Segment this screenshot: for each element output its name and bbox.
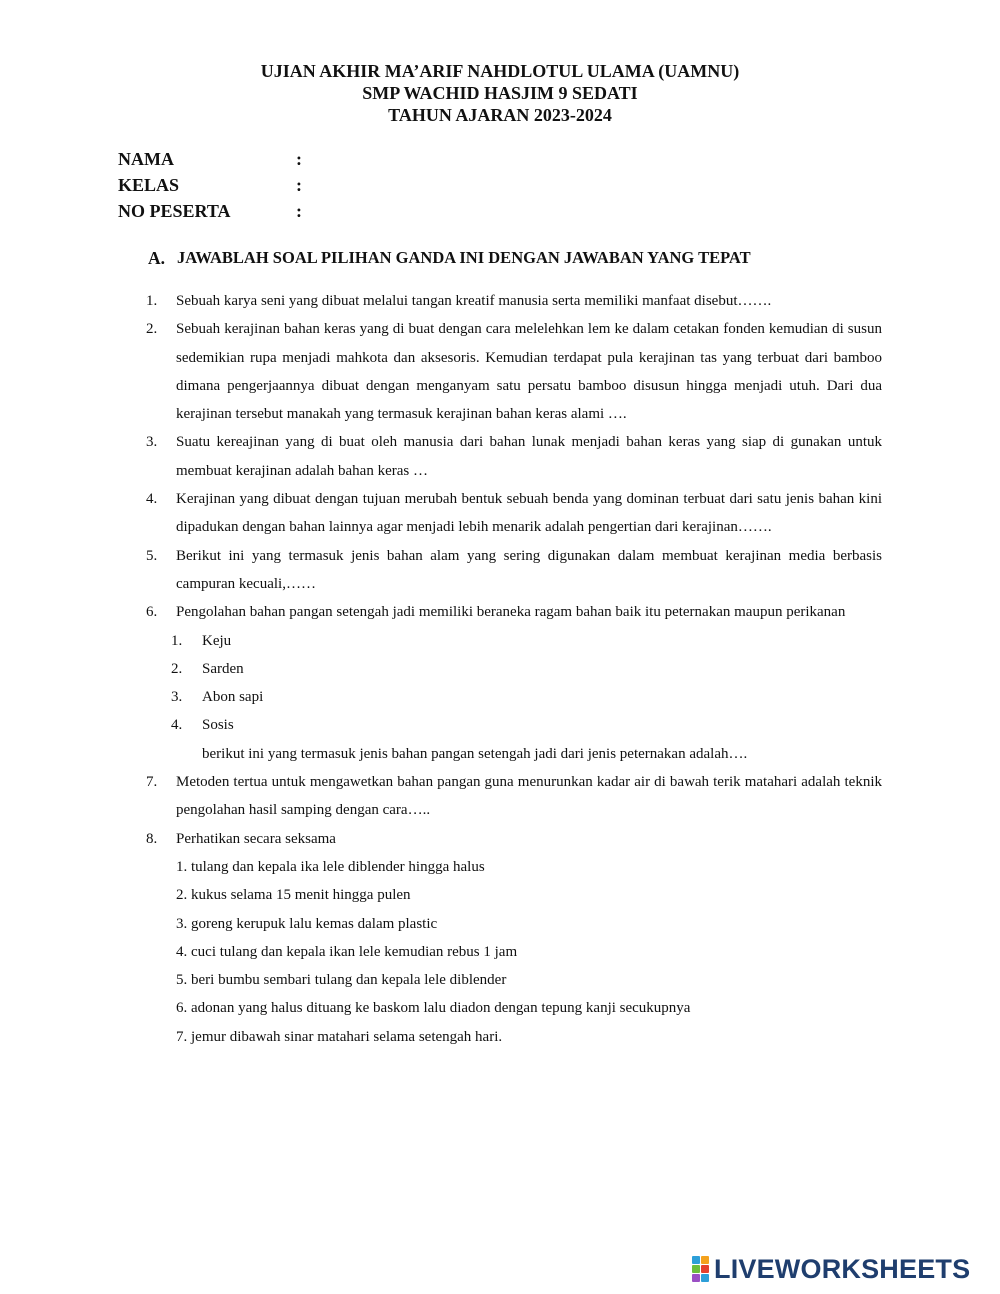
question-item — [146, 598, 882, 626]
question-text: Perhatikan secara seksama — [176, 830, 336, 847]
q6-option-number: 2. — [171, 660, 183, 677]
liveworksheets-logo — [692, 1252, 970, 1286]
q8-step: 2. kukus selama 15 menit hingga pulen — [176, 887, 411, 904]
q6-follow-up: berikut ini yang termasuk jenis bahan pangan setengah jadi dari jenis peternakan adalah…. — [202, 745, 748, 762]
q6-option — [146, 627, 882, 655]
header-line-2: SMP WACHID HASJIM 9 SEDATI — [362, 83, 638, 103]
q6-option — [146, 683, 882, 711]
question-text: Metoden tertua untuk mengawetkan bahan pangan guna menurunkan kadar air di bawah terik matahari adalah teknik pengolahan hasil samping dengan cara….. — [176, 774, 882, 819]
question-number: 6. — [146, 604, 158, 621]
q6-option-number: 1. — [171, 632, 183, 649]
question-item — [146, 825, 882, 853]
identity-colon: : — [296, 149, 302, 169]
question-item — [146, 428, 882, 485]
question-number: 4. — [146, 491, 158, 508]
question-number: 2. — [146, 321, 158, 338]
question-text: Suatu kereajinan yang di buat oleh manusia dari bahan lunak menjadi bahan keras yang siap di gunakan untuk membuat kerajinan adalah bahan keras … — [176, 434, 882, 479]
q6-option-text: Keju — [202, 632, 232, 649]
identity-row-nama — [118, 148, 316, 174]
q6-option-text: Sarden — [202, 660, 244, 677]
identity-label: NAMA — [118, 149, 174, 169]
q8-step: 5. beri bumbu sembari tulang dan kepala lele diblender — [176, 972, 507, 989]
question-item — [146, 768, 882, 825]
question-text: Kerajinan yang dibuat dengan tujuan merubah bentuk sebuah benda yang dominan terbuat dari satu jenis bahan kini dipadukan dengan bahan lainnya agar menjadi lebih menarik adalah pengertian dari kerajinan……. — [176, 491, 882, 536]
q6-option-text: Abon sapi — [202, 689, 264, 706]
identity-row-kelas — [118, 174, 316, 200]
question-text: Berikut ini yang termasuk jenis bahan alam yang sering digunakan dalam membuat kerajinan media berbasis campuran kecuali,…… — [176, 547, 882, 592]
question-text: Sebuah kerajinan bahan keras yang di buat dengan cara melelehkan lem ke dalam cetakan fonden kemudian di susun sedemikian rupa menjadi mahkota dan aksesoris. Kemudian terdapat pula kerajinan tas yang terbuat dari bamboo dimana pengerjaannya dibuat dengan menganyam satu persatu bamboo disusun hingga menjadi utuh. Dari dua kerajinan tersebut manakah yang termasuk kerajinan bahan keras alami …. — [176, 321, 882, 423]
question-number: 1. — [146, 293, 158, 309]
q8-step: 6. adonan yang halus dituang ke baskom lalu diadon dengan tepung kanji secukupnya — [176, 1000, 691, 1017]
q6-option — [146, 711, 882, 739]
q8-step: 7. jemur dibawah sinar matahari selama setengah hari. — [176, 1028, 503, 1045]
section-heading — [148, 248, 751, 269]
q6-option-number: 4. — [171, 717, 183, 734]
logo-text: LIVEWORKSHEETS — [714, 1254, 971, 1284]
question-text: Pengolahan bahan pangan setengah jadi memiliki beraneka ragam bahan baik itu peternakan maupun perikanan — [176, 604, 846, 621]
question-item — [146, 287, 882, 315]
identity-colon: : — [296, 201, 302, 221]
header-line-1: UJIAN AKHIR MA’ARIF NAHDLOTUL ULAMA (UAMNU) — [260, 61, 740, 81]
exam-header — [0, 60, 1000, 126]
question-number: 3. — [146, 434, 158, 451]
question-text: Sebuah karya seni yang dibuat melalui tangan kreatif manusia serta memiliki manfaat disebut……. — [176, 293, 772, 309]
question-item — [146, 315, 882, 428]
question-number: 8. — [146, 830, 158, 847]
question-item — [146, 542, 882, 599]
q8-step: 1. tulang dan kepala ika lele diblender hingga halus — [176, 858, 485, 875]
q6-option-text: Sosis — [202, 717, 234, 734]
question-list — [146, 287, 882, 1051]
q6-option — [146, 655, 882, 683]
question-number: 5. — [146, 547, 158, 564]
liveworksheets-logo-icon — [692, 1256, 710, 1282]
q8-step: 3. goreng kerupuk lalu kemas dalam plastic — [176, 915, 438, 932]
student-identity-block — [118, 148, 316, 226]
section-letter: A. — [148, 248, 166, 268]
identity-label: NO PESERTA — [118, 201, 231, 221]
question-item — [146, 485, 882, 542]
section-title: JAWABLAH SOAL PILIHAN GANDA INI DENGAN JAWABAN YANG TEPAT — [177, 248, 751, 267]
identity-label: KELAS — [118, 175, 180, 195]
identity-colon: : — [296, 175, 302, 195]
q6-option-number: 3. — [171, 689, 183, 706]
q8-step: 4. cuci tulang dan kepala ikan lele kemudian rebus 1 jam — [176, 943, 518, 960]
header-line-3: TAHUN AJARAN 2023-2024 — [388, 105, 612, 125]
identity-row-no-peserta — [118, 200, 316, 226]
question-number: 7. — [146, 774, 158, 791]
